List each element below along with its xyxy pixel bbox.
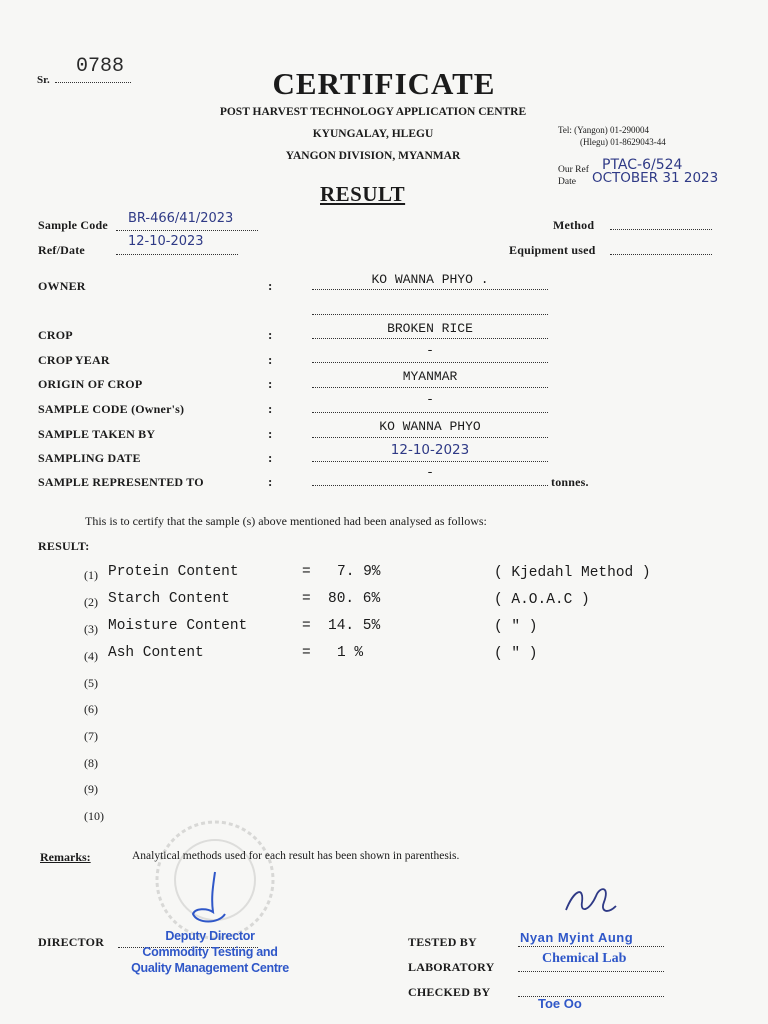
method-line: [610, 217, 712, 230]
result-value: 7. 9%: [337, 564, 381, 580]
remarks-label: Remarks:: [40, 850, 91, 864]
method-label: Method: [553, 218, 595, 232]
owner-colon: :: [268, 278, 273, 293]
crop-year-value: -: [426, 343, 434, 358]
result-number: (8): [84, 756, 98, 770]
date-label: Date: [558, 177, 576, 187]
sample-represented-colon: :: [268, 474, 273, 489]
serial-number: 0788: [76, 55, 125, 78]
result-number: (10): [84, 809, 104, 823]
result-equals: =: [302, 645, 311, 661]
certificate-title: CERTIFICATE: [272, 66, 496, 101]
certify-statement: This is to certify that the sample (s) above mentioned had been analysed as follows:: [85, 514, 487, 528]
equipment-label: Equipment used: [509, 243, 596, 257]
sr-label: Sr.: [37, 74, 50, 86]
owner-sample-code-colon: :: [268, 401, 273, 416]
result-number: (5): [84, 676, 98, 690]
tel-yangon: Tel: (Yangon) 01-290004: [558, 125, 649, 135]
crop-year-colon: :: [268, 352, 273, 367]
laboratory-label: LABORATORY: [408, 960, 495, 974]
sampling-date-label: SAMPLING DATE: [38, 451, 141, 465]
our-ref-value: PTAC-6/524: [602, 157, 683, 173]
sampling-date-value: 12-10-2023: [390, 442, 470, 458]
result-number: (6): [84, 702, 98, 716]
owner-line-2: [312, 302, 548, 315]
owner-sample-code-value: -: [426, 392, 434, 407]
our-ref-label: Our Ref: [558, 165, 589, 175]
result-number: (1): [84, 568, 98, 582]
crop-value: BROKEN RICE: [387, 321, 473, 336]
result-method: ( Kjedahl Method ): [494, 565, 651, 581]
origin-colon: :: [268, 376, 273, 391]
result-test: Ash Content: [108, 645, 204, 661]
ref-date-label: Ref/Date: [38, 243, 85, 257]
result-equals: =: [302, 564, 311, 580]
result-number: (7): [84, 729, 98, 743]
director-signature: [185, 868, 235, 928]
org-region: YANGON DIVISION, MYANMAR: [285, 150, 461, 162]
result-heading: RESULT: [320, 182, 406, 206]
result-number: (9): [84, 782, 98, 796]
result-number: (3): [84, 622, 98, 636]
laboratory-value: Chemical Lab: [542, 951, 627, 966]
crop-label: CROP: [38, 328, 73, 342]
origin-value: MYANMAR: [402, 369, 458, 384]
stamp-line: Commodity Testing and: [142, 945, 278, 959]
result-equals: =: [302, 618, 311, 634]
result-label: RESULT:: [38, 539, 90, 553]
owner-sample-code-label: SAMPLE CODE (Owner's): [38, 402, 185, 416]
org-address: KYUNGALAY, HLEGU: [312, 128, 434, 140]
ref-date-value: 12-10-2023: [128, 234, 204, 249]
sampling-date-colon: :: [268, 450, 273, 465]
sample-represented-value: -: [426, 465, 434, 480]
stamp-line: Quality Management Centre: [131, 961, 289, 975]
sample-taken-by-label: SAMPLE TAKEN BY: [38, 427, 156, 441]
director-label: DIRECTOR: [38, 935, 105, 949]
result-value: 1 %: [337, 645, 364, 661]
tested-by-label: TESTED BY: [408, 935, 477, 949]
result-number: (4): [84, 649, 98, 663]
result-method: ( A.O.A.C ): [494, 592, 590, 608]
sample-code-value: BR-466/41/2023: [128, 211, 234, 226]
result-test: Protein Content: [108, 564, 239, 580]
result-method: ( " ): [494, 646, 538, 662]
result-method: ( " ): [494, 619, 538, 635]
tel-hlegu: (Hlegu) 01-8629043-44: [580, 137, 666, 147]
checked-by-name: Toe Oo: [538, 996, 582, 1011]
tonnes-label: tonnes.: [551, 475, 589, 489]
tested-by-signature: [560, 880, 620, 922]
sample-taken-by-value: KO WANNA PHYO: [379, 419, 481, 434]
equipment-line: [610, 242, 712, 255]
sample-code-label: Sample Code: [38, 218, 108, 232]
owner-label: OWNER: [38, 279, 86, 293]
crop-year-label: CROP YEAR: [38, 353, 110, 367]
director-stamp: [118, 928, 302, 976]
org-name: POST HARVEST TECHNOLOGY APPLICATION CENTRE: [219, 106, 527, 118]
stamp-line: Deputy Director: [165, 929, 255, 943]
result-value: 80. 6%: [328, 591, 381, 607]
tested-by-name: Nyan Myint Aung: [520, 930, 634, 945]
result-equals: =: [302, 591, 311, 607]
checked-by-label: CHECKED BY: [408, 985, 491, 999]
result-number: (2): [84, 595, 98, 609]
owner-value: KO WANNA PHYO .: [371, 272, 489, 287]
result-test: Moisture Content: [108, 618, 248, 634]
origin-label: ORIGIN OF CROP: [38, 377, 143, 391]
result-test: Starch Content: [108, 591, 230, 607]
crop-colon: :: [268, 327, 273, 342]
remarks-text: Analytical methods used for each result has been shown in parenthesis.: [132, 850, 460, 862]
result-value: 14. 5%: [328, 618, 381, 634]
date-value: OCTOBER 31 2023: [592, 170, 719, 186]
sample-represented-label: SAMPLE REPRESENTED TO: [38, 475, 204, 489]
sample-taken-by-colon: :: [268, 426, 273, 441]
